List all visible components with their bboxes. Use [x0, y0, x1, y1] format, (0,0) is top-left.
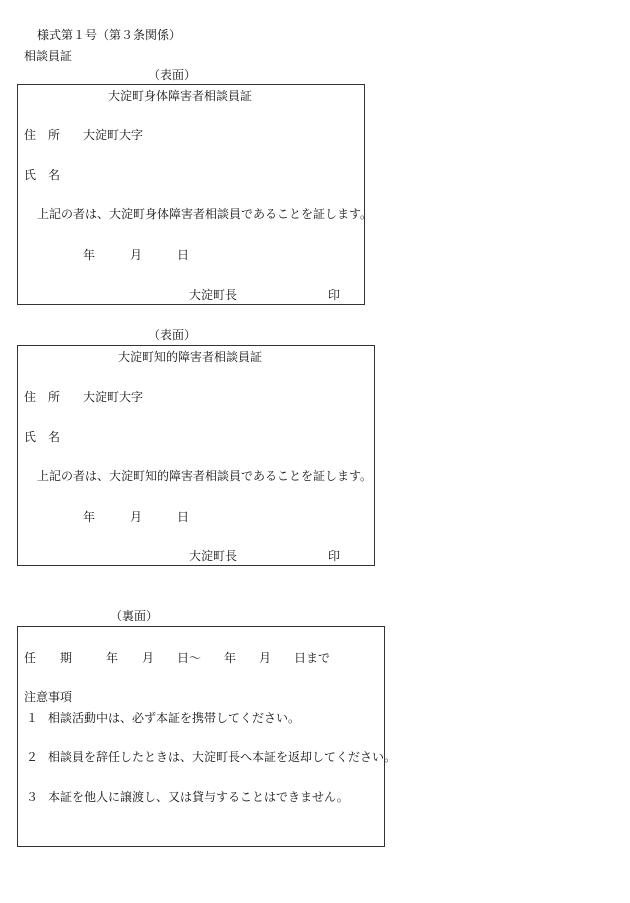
note-number: ２ [26, 750, 39, 764]
card1-title: 大淀町身体障害者相談員証 [108, 89, 253, 103]
card2-name-label: 氏 名 [24, 430, 61, 444]
card2-issuer: 大淀町長 [189, 549, 238, 563]
card1-statement: 上記の者は、大淀町身体障害者相談員であることを証します。 [37, 207, 373, 221]
note-text: 本証を他人に譲渡し、又は貸与することはできません。 [48, 790, 349, 804]
card1-date-month: 月 [130, 248, 143, 262]
note-text: 相談員を辞任したときは、大淀町長へ本証を返却してください。 [48, 750, 397, 764]
card2-seal: 印 [328, 549, 341, 563]
card3-term-from-day: 日～ [177, 651, 202, 665]
card1-physical-disability-counselor [17, 84, 373, 305]
card2-address-value: 大淀町大字 [83, 390, 144, 404]
document-title: 相談員証 [24, 49, 73, 63]
card2-date-day: 日 [177, 510, 190, 524]
card1-address-value: 大淀町大字 [83, 128, 144, 142]
card3-term-from-year: 年 [106, 651, 119, 665]
card3-term-label: 任 期 [24, 651, 73, 665]
card2-date-month: 月 [130, 510, 143, 524]
card3-term-to-day: 日まで [294, 651, 331, 665]
card1-address-label: 住 所 [24, 128, 61, 142]
card2-statement: 上記の者は、大淀町知的障害者相談員であることを証します。 [37, 469, 373, 483]
card2-address-label: 住 所 [24, 390, 61, 404]
card3-back-side [17, 626, 397, 847]
card2-title: 大淀町知的障害者相談員証 [118, 350, 263, 364]
card3-side-label: （裏面） [110, 609, 159, 623]
card1-date-year: 年 [83, 248, 96, 262]
card3-term-from-month: 月 [142, 651, 155, 665]
card1-side-label: （表面） [148, 68, 197, 82]
card3-term-to-year: 年 [224, 651, 237, 665]
card2-side-label: （表面） [148, 328, 197, 342]
card2-date-year: 年 [83, 510, 96, 524]
note-number: １ [26, 711, 39, 725]
card3-notes-heading: 注意事項 [24, 690, 73, 704]
note-number: ３ [26, 790, 39, 804]
note-text: 相談活動中は、必ず本証を携帯してください。 [48, 711, 301, 725]
card3-term-to-month: 月 [259, 651, 272, 665]
card2-intellectual-disability-counselor [17, 345, 375, 566]
form-number: 様式第１号（第３条関係） [37, 28, 182, 42]
card1-issuer: 大淀町長 [189, 288, 238, 302]
card1-name-label: 氏 名 [24, 168, 61, 182]
card1-date-day: 日 [177, 248, 190, 262]
card1-seal: 印 [328, 288, 341, 302]
